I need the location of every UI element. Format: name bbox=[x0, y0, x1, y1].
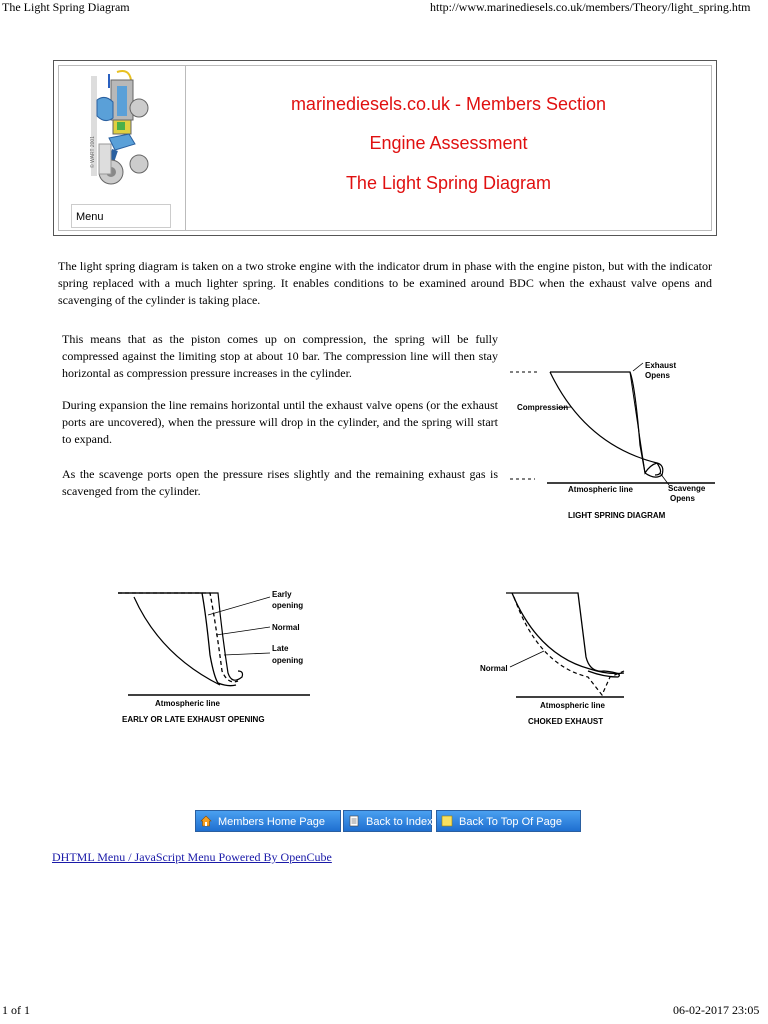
opencube-credit-link[interactable]: DHTML Menu / JavaScript Menu Powered By OpenCube bbox=[52, 850, 332, 864]
section-title: Engine Assessment bbox=[369, 133, 528, 153]
light-spring-diagram bbox=[505, 355, 730, 525]
early-late-diagram bbox=[110, 585, 340, 730]
label-atmospheric-left: Atmospheric line bbox=[155, 699, 220, 708]
site-title: marinediesels.co.uk - Members Section bbox=[290, 94, 607, 114]
label-normal-left: Normal bbox=[272, 623, 300, 632]
page-header-box bbox=[53, 60, 717, 236]
label-early: Early bbox=[272, 590, 292, 599]
engine-logo-image bbox=[69, 68, 169, 198]
caption-light-spring: LIGHT SPRING DIAGRAM bbox=[568, 511, 666, 520]
print-footer-datetime: 06-02-2017 23:05 bbox=[673, 1003, 760, 1017]
members-home-button[interactable] bbox=[195, 810, 341, 832]
page-icon bbox=[348, 815, 360, 827]
menu-button[interactable]: Menu bbox=[71, 204, 171, 228]
label-scavenge-opens: Opens bbox=[670, 494, 695, 503]
label-early-opening: opening bbox=[272, 601, 304, 610]
logo-cell bbox=[59, 66, 186, 230]
label-exhaust-opens: Opens bbox=[645, 371, 670, 380]
label-atmospheric-right: Atmospheric line bbox=[540, 701, 605, 710]
label-atmospheric-main: Atmospheric line bbox=[568, 485, 633, 494]
compression-paragraph: This means that as the piston comes up on compression, the spring will be fully compressed against the limiting stop at about 10 bar. The compression line will then stay horizontal as compression pressure increases in the cylinder. bbox=[62, 332, 498, 380]
label-scavenge: Scavenge bbox=[668, 484, 706, 493]
back-to-index-label: Back to Index bbox=[366, 816, 433, 828]
print-footer-page: 1 of 1 bbox=[2, 1003, 30, 1017]
back-to-top-button[interactable] bbox=[436, 810, 581, 832]
members-home-label: Members Home Page bbox=[218, 816, 325, 828]
title-cell bbox=[186, 66, 711, 230]
back-to-top-label: Back To Top Of Page bbox=[459, 816, 562, 828]
label-late-opening: opening bbox=[272, 656, 304, 665]
svg-text:© WART 2001: © WART 2001 bbox=[90, 136, 96, 168]
choked-exhaust-diagram bbox=[478, 585, 628, 730]
scavenge-paragraph: As the scavenge ports open the pressure rises slightly and the remaining exhaust gas is scavenged from the cylinder. bbox=[62, 467, 498, 498]
intro-paragraph: The light spring diagram is taken on a two stroke engine with the indicator drum in phase with the engine piston, but with the indicator spring replaced with a much lighter spring. It enables conditions to be examined around BDC when the exhaust valve opens and scavenging of the cylinder is taking place. bbox=[58, 259, 712, 307]
page-title: The Light Spring Diagram bbox=[345, 173, 552, 193]
expansion-paragraph: During expansion the line remains horizontal until the exhaust valve opens (or the exhaust ports are uncovered), when the pressure will drop in the cylinder, and the spring will start to expand. bbox=[62, 398, 498, 446]
label-exhaust: Exhaust bbox=[645, 361, 677, 370]
label-late: Late bbox=[272, 644, 289, 653]
page-header-inner bbox=[58, 65, 712, 231]
note-icon bbox=[441, 815, 453, 827]
label-compression: Compression bbox=[517, 403, 569, 412]
home-icon bbox=[200, 815, 212, 827]
caption-choked: CHOKED EXHAUST bbox=[528, 717, 604, 726]
caption-early-late: EARLY OR LATE EXHAUST OPENING bbox=[122, 715, 265, 724]
label-normal-right: Normal bbox=[480, 664, 508, 673]
back-to-index-button[interactable] bbox=[343, 810, 432, 832]
print-header-url: http://www.marinediesels.co.uk/members/Theory/light_spring.htm bbox=[430, 0, 751, 14]
print-header-title: The Light Spring Diagram bbox=[2, 0, 130, 14]
